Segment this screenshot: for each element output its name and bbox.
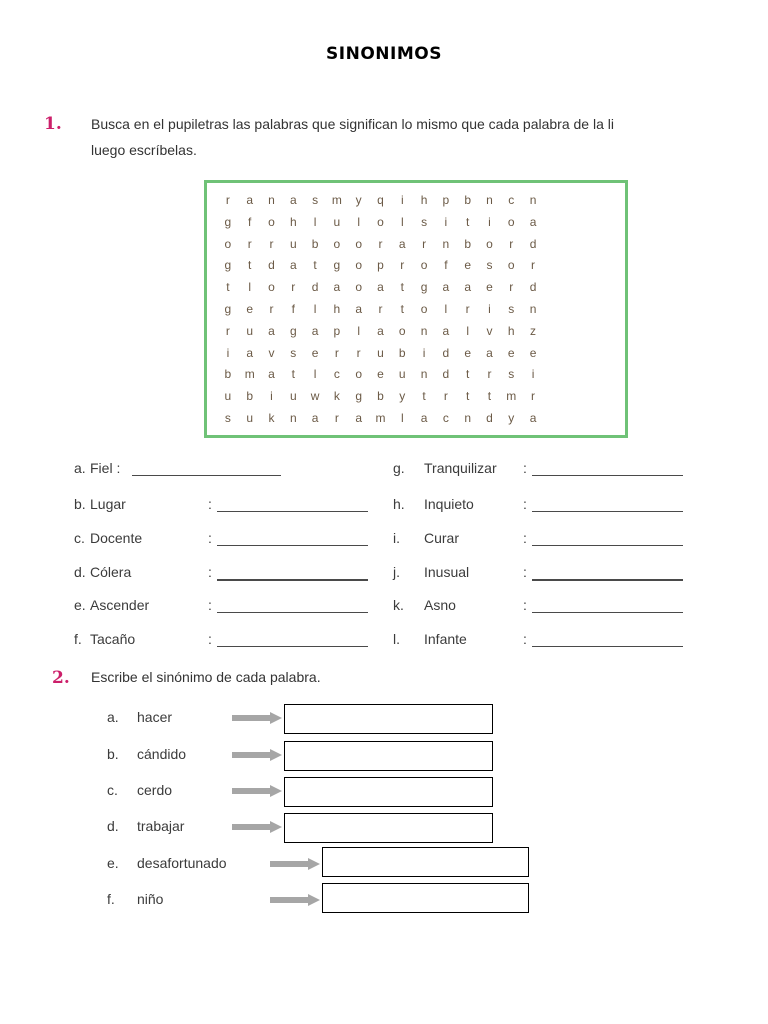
grid-letter: a: [355, 302, 363, 316]
item-colon: :: [523, 496, 527, 512]
grid-letter: a: [377, 323, 384, 338]
grid-letter: r: [225, 193, 230, 207]
grid-letter: s: [290, 345, 297, 360]
grid-letter: a: [246, 193, 254, 207]
grid-letter: o: [355, 236, 363, 251]
grid-letter: o: [377, 214, 384, 229]
grid-letter: a: [268, 323, 275, 338]
grid-row: [217, 276, 544, 298]
item-word: Asno: [424, 597, 456, 613]
answer-box[interactable]: [284, 704, 493, 734]
answer-box[interactable]: [284, 777, 493, 807]
item-letter: i.: [393, 530, 400, 546]
grid-letter: r: [356, 345, 361, 360]
answer-box[interactable]: [284, 741, 493, 771]
answer-line[interactable]: [532, 475, 683, 476]
grid-letter: r: [334, 345, 339, 360]
arrow-right-icon: [270, 858, 320, 870]
grid-letter: v: [268, 345, 275, 360]
page-title: SINONIMOS: [326, 44, 442, 64]
question-1-number: 1.: [44, 114, 62, 134]
item-letter: h.: [393, 496, 405, 512]
grid-letter: u: [246, 411, 254, 425]
answer-line[interactable]: [532, 545, 683, 546]
grid-letter: h: [289, 214, 297, 229]
grid-letter: b: [464, 193, 471, 207]
grid-letter: d: [529, 280, 537, 295]
grid-letter: e: [246, 302, 254, 316]
grid-letter: h: [333, 302, 341, 316]
answer-box[interactable]: [284, 813, 493, 843]
grid-letter: o: [398, 323, 406, 338]
synonym-item-letter: a.: [107, 709, 119, 725]
grid-letter: d: [311, 280, 319, 295]
grid-row: [217, 189, 544, 211]
item-letter: b.: [74, 496, 86, 512]
grid-letter: g: [355, 389, 363, 404]
synonym-item-word: cándido: [137, 746, 187, 762]
grid-letter: n: [464, 411, 471, 425]
question-1-instruction-line1: Busca en el pupiletras las palabras que significan lo mismo que cada palabra de la li: [91, 116, 614, 132]
grid-letter: a: [420, 411, 428, 425]
grid-letter: f: [248, 214, 252, 229]
grid-letter: e: [464, 258, 471, 273]
grid-letter: c: [508, 193, 515, 207]
grid-letter: l: [400, 411, 404, 425]
answer-line[interactable]: [217, 545, 368, 546]
grid-letter: a: [311, 411, 319, 425]
grid-row: [217, 363, 544, 385]
grid-letter: z: [530, 323, 537, 338]
grid-letter: p: [333, 323, 341, 338]
grid-letter: h: [507, 323, 515, 338]
synonym-item-letter: e.: [107, 855, 119, 871]
grid-letter: t: [465, 367, 470, 382]
grid-letter: l: [313, 214, 317, 229]
grid-letter: r: [400, 258, 405, 273]
answer-line[interactable]: [217, 511, 368, 512]
answer-line[interactable]: [132, 475, 281, 476]
grid-letter: l: [357, 214, 361, 229]
grid-letter: a: [486, 345, 493, 360]
item-letter: g.: [393, 460, 405, 476]
item-word: Curar: [424, 530, 460, 546]
item-word: Infante: [424, 631, 467, 647]
grid-letter: r: [531, 258, 536, 273]
grid-letter: a: [442, 323, 450, 338]
grid-letter: n: [420, 367, 428, 382]
grid-row: [217, 342, 544, 364]
item-word: Fiel :: [90, 460, 121, 476]
grid-letter: t: [313, 258, 317, 273]
word-search-grid: [204, 180, 628, 438]
item-colon: :: [523, 597, 527, 613]
grid-letter: b: [377, 389, 384, 404]
grid-letter: n: [529, 193, 537, 207]
item-word: Docente: [90, 530, 143, 546]
item-word: Inusual: [424, 564, 470, 580]
grid-letter: s: [312, 193, 319, 207]
synonym-item-word: niño: [137, 891, 164, 907]
grid-letter: l: [357, 323, 361, 338]
item-colon: :: [208, 496, 212, 512]
grid-letter: u: [289, 389, 297, 404]
synonym-item-word: desafortunado: [137, 855, 227, 871]
grid-row: [217, 385, 544, 407]
grid-letter: i: [422, 345, 426, 360]
grid-row: [217, 320, 544, 342]
grid-letter: a: [442, 280, 450, 295]
grid-letter: b: [246, 389, 254, 404]
grid-letter: o: [507, 214, 515, 229]
grid-letter: n: [442, 236, 450, 251]
answer-box[interactable]: [322, 847, 529, 877]
grid-row: [217, 298, 544, 320]
question-2-instruction: Escribe el sinónimo de cada palabra.: [91, 669, 321, 685]
grid-letter: r: [378, 302, 383, 316]
arrow-right-icon: [232, 821, 282, 833]
item-colon: :: [523, 530, 527, 546]
grid-letter: g: [224, 302, 232, 316]
synonym-item-word: trabajar: [137, 818, 185, 834]
grid-letter: i: [270, 389, 273, 404]
grid-letter: a: [311, 323, 319, 338]
grid-letter: m: [244, 367, 255, 382]
grid-letter: a: [529, 214, 537, 229]
grid-letter: a: [355, 411, 363, 425]
grid-letter: r: [465, 302, 470, 316]
grid-letter: e: [464, 345, 471, 360]
grid-letter: f: [291, 302, 295, 316]
grid-letter: r: [509, 236, 514, 251]
item-word: Cólera: [90, 564, 132, 580]
grid-letter: i: [488, 302, 491, 316]
grid-letter: w: [310, 389, 320, 404]
arrow-right-icon: [270, 894, 320, 906]
arrow-right-icon: [232, 785, 282, 797]
grid-letter: o: [420, 258, 428, 273]
grid-letter: u: [377, 345, 384, 360]
grid-letter: y: [508, 411, 515, 425]
grid-letter: n: [289, 411, 297, 425]
grid-letter: m: [375, 411, 386, 425]
grid-letter: a: [333, 280, 341, 295]
answer-line[interactable]: [217, 579, 368, 581]
answer-line[interactable]: [532, 511, 683, 512]
synonym-item-letter: c.: [107, 782, 118, 798]
grid-letter: e: [486, 280, 493, 295]
grid-letter: t: [422, 389, 426, 404]
item-colon: :: [208, 530, 212, 546]
grid-letter: v: [486, 323, 493, 338]
grid-letter: e: [529, 345, 537, 360]
question-2-number: 2.: [52, 668, 70, 688]
grid-letter: o: [355, 280, 363, 295]
answer-box[interactable]: [322, 883, 529, 913]
grid-letter: h: [420, 193, 428, 207]
grid-letter: i: [400, 193, 404, 207]
grid-letter: c: [442, 411, 449, 425]
answer-line[interactable]: [532, 579, 683, 581]
grid-letter: l: [466, 323, 469, 338]
grid-letter: t: [465, 214, 470, 229]
grid-letter: a: [289, 258, 297, 273]
answer-line[interactable]: [217, 646, 368, 647]
grid-row: [217, 254, 544, 276]
grid-letter: t: [400, 280, 404, 295]
grid-letter: l: [248, 280, 252, 295]
grid-letter: g: [333, 258, 341, 273]
grid-letter: s: [486, 258, 493, 273]
grid-row: [217, 233, 544, 255]
grid-letter: m: [506, 389, 517, 404]
grid-letter: f: [444, 258, 448, 273]
grid-letter: q: [377, 193, 384, 207]
grid-letter: o: [355, 367, 363, 382]
item-colon: :: [523, 564, 527, 580]
item-word: Ascender: [90, 597, 150, 613]
question-1-instruction-line2: luego escríbelas.: [91, 142, 197, 158]
item-letter: l.: [393, 631, 400, 647]
grid-letter: o: [355, 258, 363, 273]
item-letter: k.: [393, 597, 404, 613]
item-letter: e.: [74, 597, 86, 613]
grid-letter: b: [311, 236, 319, 251]
grid-letter: b: [224, 367, 232, 382]
item-word: Lugar: [90, 496, 126, 512]
grid-letter: d: [442, 345, 450, 360]
grid-letter: a: [529, 411, 537, 425]
item-colon: :: [208, 631, 212, 647]
grid-row: [217, 407, 544, 429]
grid-letter: l: [444, 302, 448, 316]
grid-letter: t: [487, 389, 492, 404]
synonym-item-letter: d.: [107, 818, 119, 834]
synonym-item-word: cerdo: [137, 782, 173, 798]
grid-letter: g: [224, 258, 232, 273]
grid-letter: l: [400, 214, 404, 229]
grid-letter: e: [507, 345, 515, 360]
item-colon: :: [523, 631, 527, 647]
grid-letter: t: [400, 302, 404, 316]
grid-letter: u: [246, 323, 254, 338]
answer-line[interactable]: [532, 612, 683, 613]
grid-letter: s: [224, 411, 231, 425]
item-letter: f.: [74, 631, 82, 647]
grid-letter: t: [465, 389, 470, 404]
grid-letter: g: [224, 214, 232, 229]
grid-letter: r: [422, 236, 427, 251]
grid-letter: n: [486, 193, 493, 207]
grid-letter: y: [355, 193, 362, 207]
grid-letter: d: [442, 367, 450, 382]
synonym-item-letter: b.: [107, 746, 119, 762]
grid-letter: r: [291, 280, 296, 295]
grid-letter: r: [225, 323, 230, 338]
synonym-item-word: hacer: [137, 709, 173, 725]
grid-letter: r: [247, 236, 252, 251]
grid-letter: d: [486, 411, 493, 425]
grid-letter: r: [509, 280, 514, 295]
grid-letter: g: [289, 323, 297, 338]
grid-letter: r: [269, 236, 274, 251]
item-letter: a.: [74, 460, 86, 476]
grid-letter: d: [529, 236, 537, 251]
grid-letter: r: [378, 236, 383, 251]
grid-letter: i: [488, 214, 491, 229]
answer-line[interactable]: [532, 646, 683, 647]
grid-letter: r: [443, 389, 448, 404]
grid-row: [217, 211, 544, 233]
grid-letter: u: [289, 236, 297, 251]
grid-letter: e: [311, 345, 319, 360]
grid-letter: l: [313, 367, 317, 382]
grid-letter: n: [529, 302, 537, 316]
item-colon: :: [208, 564, 212, 580]
grid-letter: y: [399, 389, 406, 404]
grid-letter: o: [507, 258, 515, 273]
grid-letter: t: [291, 367, 295, 382]
grid-letter: c: [333, 367, 340, 382]
grid-letter: a: [398, 236, 406, 251]
grid-letter: o: [420, 302, 428, 316]
grid-letter: u: [224, 389, 232, 404]
grid-letter: d: [268, 258, 275, 273]
grid-letter: a: [377, 280, 384, 295]
grid-letter: a: [268, 367, 275, 382]
grid-letter: a: [464, 280, 471, 295]
grid-letter: t: [248, 258, 252, 273]
grid-letter: r: [269, 302, 274, 316]
grid-letter: k: [268, 411, 275, 425]
item-word: Inquieto: [424, 496, 474, 512]
synonym-item-letter: f.: [107, 891, 115, 907]
grid-letter: l: [313, 302, 317, 316]
grid-letter: b: [398, 345, 406, 360]
grid-letter: g: [420, 280, 428, 295]
grid-letter: s: [508, 367, 515, 382]
grid-letter: r: [531, 389, 536, 404]
item-word: Tacaño: [90, 631, 136, 647]
grid-letter: u: [333, 214, 341, 229]
grid-letter: k: [333, 389, 340, 404]
item-letter: j.: [393, 564, 400, 580]
grid-letter: r: [334, 411, 339, 425]
grid-letter: o: [268, 280, 275, 295]
grid-letter: s: [421, 214, 428, 229]
arrow-right-icon: [232, 749, 282, 761]
grid-letter: p: [377, 258, 384, 273]
item-colon: :: [208, 597, 212, 613]
arrow-right-icon: [232, 712, 282, 724]
grid-letter: e: [377, 367, 384, 382]
grid-letter: a: [246, 345, 254, 360]
grid-letter: o: [268, 214, 275, 229]
grid-letter: p: [442, 193, 450, 207]
grid-letter: s: [508, 302, 515, 316]
item-colon: :: [523, 460, 527, 476]
grid-letter: n: [420, 323, 428, 338]
item-letter: d.: [74, 564, 86, 580]
grid-letter: o: [333, 236, 341, 251]
grid-letter: b: [464, 236, 471, 251]
grid-letter: u: [398, 367, 406, 382]
grid-letter: o: [486, 236, 493, 251]
item-letter: c.: [74, 530, 85, 546]
grid-letter: m: [331, 193, 342, 207]
grid-letter: i: [444, 214, 448, 229]
grid-letter: o: [224, 236, 232, 251]
grid-letter: a: [289, 193, 297, 207]
answer-line[interactable]: [217, 612, 368, 613]
grid-letter: n: [268, 193, 275, 207]
item-word: Tranquilizar: [424, 460, 497, 476]
grid-letter: r: [487, 367, 492, 382]
grid-letter: i: [226, 345, 230, 360]
grid-letter: t: [226, 280, 230, 295]
grid-letter: i: [531, 367, 535, 382]
